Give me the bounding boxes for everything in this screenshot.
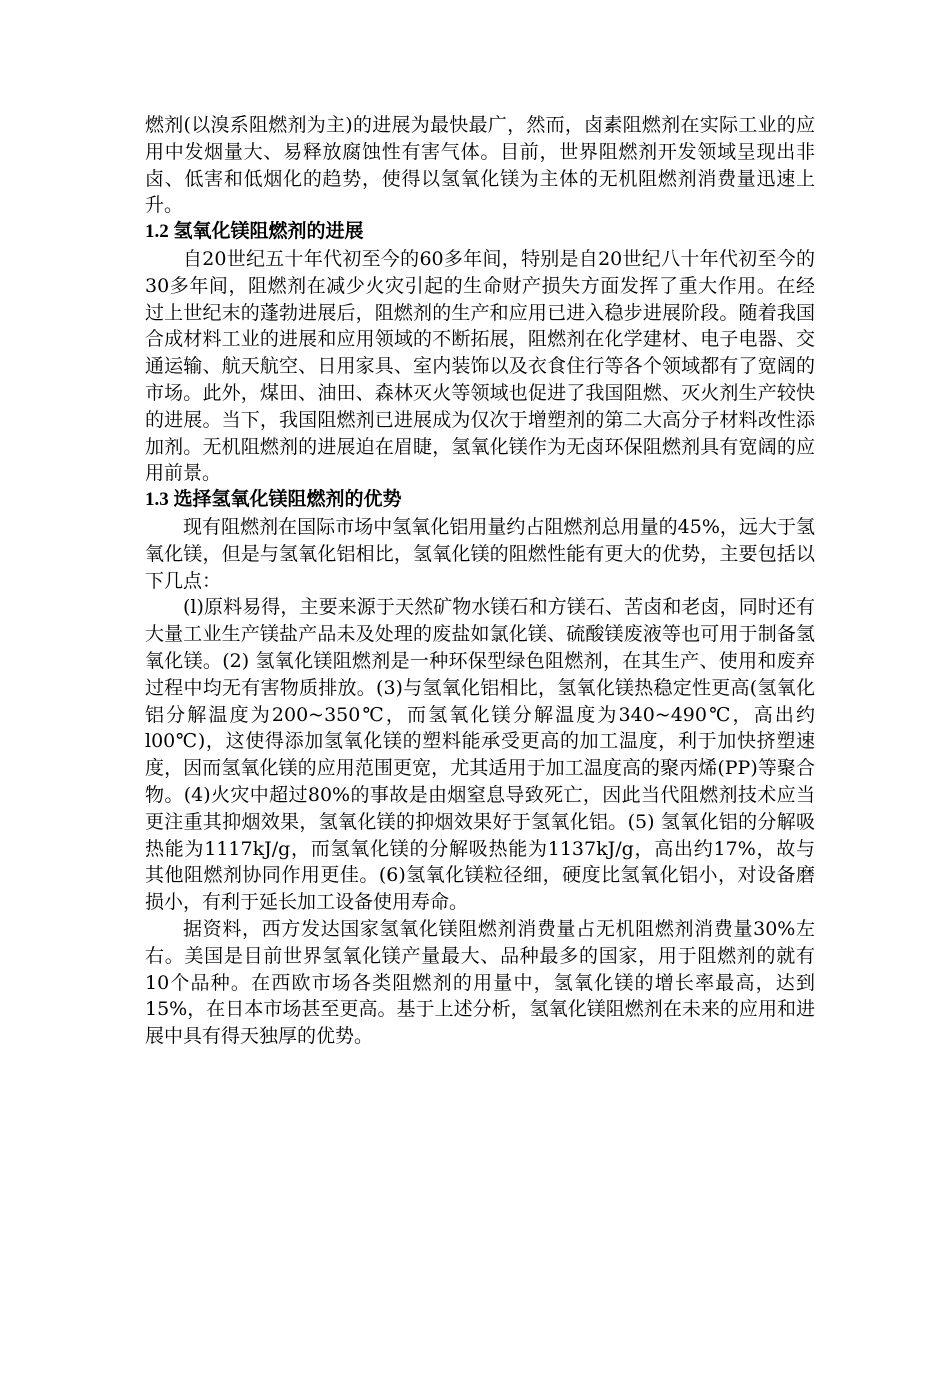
intro-paragraph: 燃剂(以溴系阻燃剂为主)的进展为最快最广，然而，卤素阻燃剂在实际工业的应用中发烟量大、易释放腐蚀性有害气体。目前，世界阻燃剂开发领域呈现出非卤、低害和低烟化的趋势，使得以氢氧化镁为主体的无机阻燃剂消费量迅速上升。 (145, 114, 815, 217)
section-1-3-paragraph-1: 现有阻燃剂在国际市场中氢氧化铝用量约占阻燃剂总用量的45%，远大于氢氧化镁，但是与氢氧化铝相比，氢氧化镁的阻燃性能有更大的优势，主要包括以下几点： (145, 515, 815, 592)
section-1-3-paragraph-2: (l)原料易得，主要来源于天然矿物水镁石和方镁石、苦卤和老卤，同时还有大量工业生产镁盐产品未及处理的废盐如氯化镁、硫酸镁废液等也可用于制备氢氧化镁。(2) 氢氧化镁阻燃剂是一种环保型绿色阻燃剂，在其生产、使用和废弃过程中均无有害物质排放。(3)与氢氧化铝相比，氢氧化镁热稳定性更高(氢氧化铝分解温度为200~350℃，而氢氧化镁分解温度为340~490℃，高出约l00℃)，这使得添加氢氧化镁的塑料能承受更高的加工温度，利于加快挤塑速度，因而氢氧化镁的应用范围更宽，尤其适用于加工温度高的聚丙烯(PP)等聚合物。(4)火灾中超过80%的事故是由烟窒息导致死亡，因此当代阻燃剂技术应当更注重其抑烟效果，氢氧化镁的抑烟效果好于氢氧化铝。(5) 氢氧化铝的分解吸热能为1117kJ/g，而氢氧化镁的分解吸热能为1137kJ/g，高出约17%，故与其他阻燃剂协同作用更佳。(6)氢氧化镁粒径细，硬度比氢氧化铝小，对设备磨损小，有利于延长加工设备使用寿命。 (145, 596, 815, 914)
section-1-3-paragraph-3: 据资料，西方发达国家氢氧化镁阻燃剂消费量占无机阻燃剂消费量30%左右。美国是目前世界氢氧化镁产量最大、品种最多的国家，用于阻燃剂的就有10个品种。在西欧市场各类阻燃剂的用量中，氢氧化镁的增长率最高，达到15%，在日本市场甚至更高。基于上述分析，氢氧化镁阻燃剂在未来的应用和进展中具有得天独厚的优势。 (145, 917, 815, 1048)
section-heading-1-2: 1.2 氢氧化镁阻燃剂的进展 (145, 221, 364, 243)
document-page (145, 112, 815, 1050)
section-1-2-paragraph: 自20世纪五十年代初至今的60多年间，特别是自20世纪八十年代初至今的30多年间，阻燃剂在减少火灾引起的生命财产损失方面发挥了重大作用。在经过上世纪末的蓬勃进展后，阻燃剂的生产和应用已进入稳步进展阶段。随着我国合成材料工业的进展和应用领域的不断拓展，阻燃剂在化学建材、电子电器、交通运输、航天航空、日用家具、室内装饰以及衣食住行等各个领域都有了宽阔的市场。此外，煤田、油田、森林灭火等领域也促进了我国阻燃、灭火剂生产较快的进展。当下，我国阻燃剂已进展成为仅次于增塑剂的第二大高分子材料改性添加剂。无机阻燃剂的进展迫在眉睫，氢氧化镁作为无卤环保阻燃剂具有宽阔的应用前景。 (145, 247, 815, 485)
section-heading-1-3: 1.3 选择氢氧化镁阻燃剂的优势 (145, 489, 402, 511)
